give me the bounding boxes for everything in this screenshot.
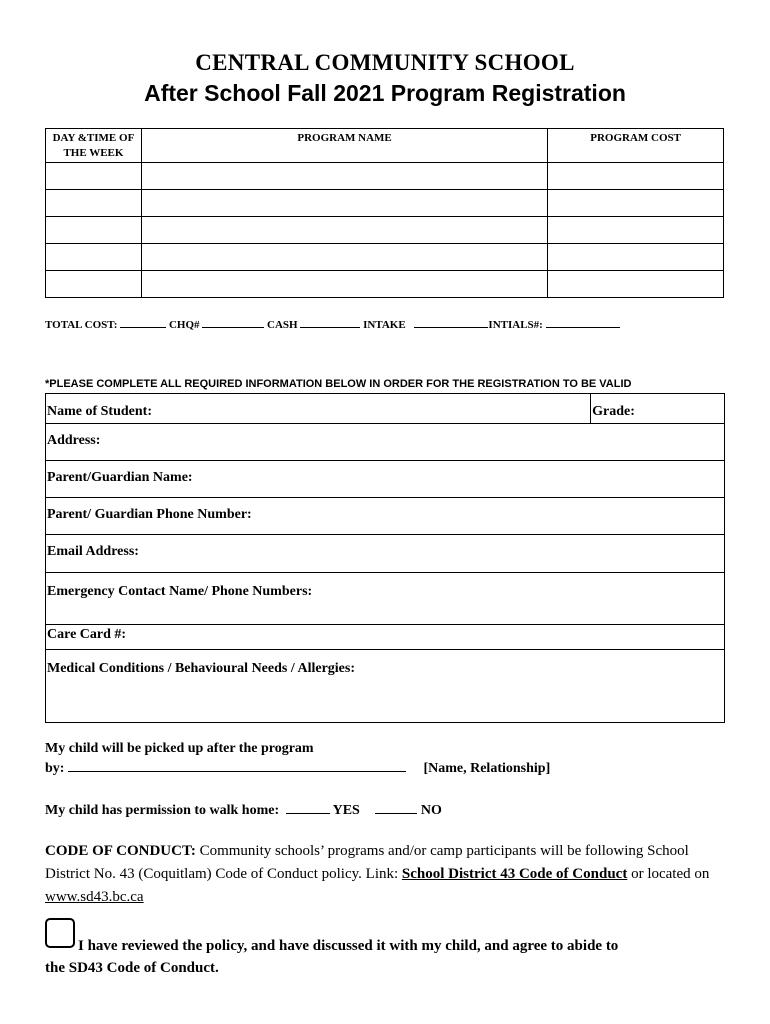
program-cost-cell[interactable] [548, 217, 724, 244]
intake-label: INTAKE [363, 319, 406, 331]
program-cost-cell[interactable] [548, 190, 724, 217]
pickup-by-label: by: [45, 761, 65, 776]
medical-conditions-field[interactable]: Medical Conditions / Behavioural Needs / Allergies: [46, 650, 725, 723]
table-row [46, 190, 724, 217]
sd43-code-of-conduct-link[interactable]: School District 43 Code of Conduct [401, 866, 628, 882]
day-time-cell[interactable] [46, 244, 142, 271]
program-name-cell[interactable] [141, 190, 547, 217]
program-name-cell[interactable] [141, 244, 547, 271]
name-of-student-field[interactable]: Name of Student: [46, 394, 591, 424]
table-row [46, 163, 724, 190]
day-time-cell[interactable] [46, 190, 142, 217]
day-time-cell[interactable] [46, 217, 142, 244]
column-header-program-cost: PROGRAM COST [548, 129, 724, 163]
located-on-text: or located on [631, 866, 710, 882]
email-field[interactable]: Email Address: [46, 535, 725, 573]
form-title: After School Fall 2021 Program Registration [144, 80, 626, 106]
code-of-conduct-heading: CODE OF CONDUCT: [45, 843, 196, 859]
pickup-by-line [45, 761, 550, 777]
column-header-day-time: DAY &TIME OF THE WEEK [46, 129, 142, 163]
name-relationship-hint: [Name, Relationship] [423, 761, 551, 776]
code-of-conduct-paragraph [45, 840, 735, 909]
care-card-field[interactable]: Care Card #: [46, 625, 725, 650]
sd43-website-link[interactable]: www.sd43.bc.ca [45, 889, 144, 905]
intake-field[interactable] [414, 318, 488, 328]
walk-home-line [45, 803, 442, 819]
agreement-checkbox[interactable] [45, 918, 75, 948]
total-cost-field[interactable] [120, 318, 166, 328]
total-cost-label: TOTAL COST: [45, 319, 118, 331]
column-header-program-name: PROGRAM NAME [141, 129, 547, 163]
table-row [46, 217, 724, 244]
required-info-note: *PLEASE COMPLETE ALL REQUIRED INFORMATION BELOW IN ORDER FOR THE REGISTRATION TO BE VALID [45, 378, 632, 390]
program-cost-cell[interactable] [548, 271, 724, 298]
cash-field[interactable] [300, 318, 360, 328]
parent-name-field[interactable]: Parent/Guardian Name: [46, 461, 725, 498]
cash-label: CASH [267, 319, 298, 331]
walk-home-yes-field[interactable] [286, 803, 330, 814]
parent-phone-field[interactable]: Parent/ Guardian Phone Number: [46, 498, 725, 535]
student-info-table [45, 393, 725, 723]
table-row [46, 271, 724, 298]
day-time-cell[interactable] [46, 163, 142, 190]
program-cost-cell[interactable] [548, 163, 724, 190]
walk-home-no-label: NO [420, 803, 442, 818]
pickup-name-field[interactable] [68, 761, 406, 772]
table-row [46, 244, 724, 271]
school-name: CENTRAL COMMUNITY SCHOOL [195, 50, 575, 75]
agreement-text-line2: the SD43 Code of Conduct. [45, 960, 219, 976]
program-table [45, 128, 724, 298]
address-field[interactable]: Address: [46, 424, 725, 461]
emergency-contact-field[interactable]: Emergency Contact Name/ Phone Numbers: [46, 573, 725, 625]
program-name-cell[interactable] [141, 217, 547, 244]
code-of-conduct-text: Community schools’ programs and/or camp participants will be following School District No. 43 (Coquitlam) Code of Conduct policy. Link: [45, 843, 689, 882]
pickup-label: My child will be picked up after the program [45, 741, 314, 756]
chq-field[interactable] [202, 318, 264, 328]
walk-home-yes-label: YES [332, 803, 360, 818]
program-name-cell[interactable] [141, 271, 547, 298]
walk-home-no-field[interactable] [375, 803, 417, 814]
table-header-row [46, 129, 724, 163]
initials-label: INTIALS#: [488, 319, 543, 331]
program-cost-cell[interactable] [548, 244, 724, 271]
grade-field[interactable]: Grade: [591, 394, 725, 424]
initials-field[interactable] [546, 318, 620, 328]
day-time-cell[interactable] [46, 271, 142, 298]
payment-totals-line [45, 318, 620, 331]
chq-label: CHQ# [168, 319, 200, 331]
program-name-cell[interactable] [141, 163, 547, 190]
walk-home-label: My child has permission to walk home: [45, 803, 280, 818]
agreement-text-line1: I have reviewed the policy, and have discussed it with my child, and agree to abide to [78, 938, 619, 954]
